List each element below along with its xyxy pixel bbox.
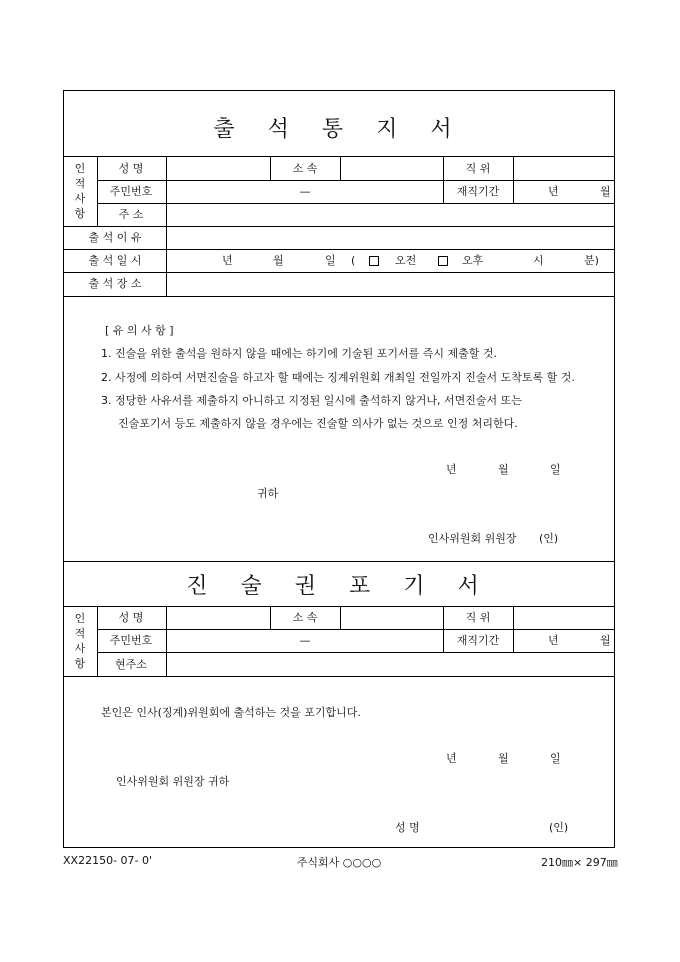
form-code: XX22150- 07- 0' bbox=[63, 854, 153, 867]
divider bbox=[63, 249, 615, 250]
addressee-label: 귀하 bbox=[257, 487, 279, 500]
waiver-tenure-month-label: 월 bbox=[600, 634, 611, 647]
hour-label: 시 bbox=[533, 254, 544, 267]
divider bbox=[63, 676, 615, 677]
reason-label: 출 석 이 유 bbox=[88, 231, 142, 244]
section-divider bbox=[63, 561, 615, 562]
divider bbox=[513, 606, 514, 652]
divider bbox=[443, 606, 444, 652]
divider bbox=[340, 606, 341, 629]
sign-month-label: 월 bbox=[498, 463, 509, 476]
id-number-label: 주민번호 bbox=[109, 185, 153, 198]
position-label: 직 위 bbox=[465, 162, 491, 175]
divider bbox=[97, 180, 615, 181]
waiver-seal-mark: (인) bbox=[549, 821, 569, 834]
waiver-tenure-label: 재직기간 bbox=[456, 634, 500, 647]
divider bbox=[340, 156, 341, 180]
attendance-title: 출 석 통 지 서 bbox=[213, 117, 465, 142]
place-label: 출 석 장 소 bbox=[88, 277, 142, 290]
am-label: 오전 bbox=[395, 254, 417, 267]
waiver-name-label: 성 명 bbox=[118, 611, 144, 624]
notes-heading: [ 유 의 사 항 ] bbox=[105, 324, 174, 337]
id-number-dash: — bbox=[299, 185, 311, 198]
dt-open-paren: ( bbox=[351, 254, 356, 267]
tenure-label: 재직기간 bbox=[456, 185, 500, 198]
name-label: 성 명 bbox=[118, 162, 144, 175]
pm-label: 오후 bbox=[462, 254, 484, 267]
waiver-title: 진 술 권 포 기 서 bbox=[186, 574, 492, 599]
waiver-tenure-year-label: 년 bbox=[548, 634, 559, 647]
note-item: 3. 정당한 사유서를 제출하지 아니하고 지정된 일시에 출석하지 않거나, 서면진술서 또는 bbox=[101, 394, 522, 407]
paper-size: 210㎜× 297㎜ bbox=[541, 856, 618, 869]
seal-mark: (인) bbox=[539, 532, 559, 545]
waiver-personal-info-label: 인적사항 bbox=[74, 612, 86, 670]
am-checkbox[interactable] bbox=[369, 256, 379, 266]
personal-info-label: 인적사항 bbox=[74, 162, 86, 220]
waiver-id-number-dash: — bbox=[299, 634, 311, 647]
divider bbox=[97, 629, 615, 630]
divider bbox=[97, 203, 615, 204]
waiver-sign-year-label: 년 bbox=[446, 752, 457, 765]
tenure-year-label: 년 bbox=[548, 185, 559, 198]
company-name: 주식회사 ○○○○ bbox=[296, 856, 382, 869]
waiver-statement: 본인은 인사(징계)위원회에 출석하는 것을 포기합니다. bbox=[101, 706, 361, 719]
waiver-sign-month-label: 월 bbox=[498, 752, 509, 765]
dt-year-label: 년 bbox=[222, 254, 233, 267]
divider bbox=[513, 156, 514, 203]
divider bbox=[443, 156, 444, 203]
waiver-signer-label: 성 명 bbox=[395, 821, 420, 834]
sign-year-label: 년 bbox=[446, 463, 457, 476]
waiver-sign-day-label: 일 bbox=[550, 752, 561, 765]
divider bbox=[63, 606, 615, 607]
divider bbox=[166, 156, 167, 296]
divider bbox=[97, 606, 98, 676]
waiver-position-label: 직 위 bbox=[465, 611, 491, 624]
dt-day-label: 일 bbox=[325, 254, 336, 267]
divider bbox=[270, 606, 271, 629]
waiver-affiliation-label: 소 속 bbox=[292, 611, 318, 624]
divider bbox=[63, 296, 615, 297]
chairman-label: 인사위원회 위원장 bbox=[428, 532, 517, 545]
datetime-label: 출 석 일 시 bbox=[88, 254, 142, 267]
divider bbox=[97, 652, 615, 653]
waiver-address-label: 현주소 bbox=[115, 658, 147, 671]
divider bbox=[63, 156, 615, 157]
address-label: 주 소 bbox=[118, 208, 144, 221]
minute-label: 분) bbox=[584, 254, 599, 267]
note-item: 진술포기서 등도 제출하지 않을 경우에는 진술할 의사가 없는 것으로 인정 처리한다. bbox=[118, 417, 518, 430]
sign-day-label: 일 bbox=[550, 463, 561, 476]
affiliation-label: 소 속 bbox=[292, 162, 318, 175]
note-item: 1. 진술을 위한 출석을 원하지 않을 때에는 하기에 기술된 포기서를 즉시 제출할 것. bbox=[101, 347, 497, 360]
tenure-month-label: 월 bbox=[600, 185, 611, 198]
note-item: 2. 사정에 의하여 서면진술을 하고자 할 때에는 징계위원회 개최일 전일까지 진술서 도착토록 할 것. bbox=[101, 371, 575, 384]
waiver-id-number-label: 주민번호 bbox=[109, 634, 153, 647]
waiver-addressee-label: 인사위원회 위원장 귀하 bbox=[116, 775, 230, 788]
divider bbox=[97, 156, 98, 226]
divider bbox=[63, 272, 615, 273]
dt-month-label: 월 bbox=[273, 254, 284, 267]
pm-checkbox[interactable] bbox=[438, 256, 448, 266]
divider bbox=[63, 226, 615, 227]
divider bbox=[166, 606, 167, 676]
divider bbox=[270, 156, 271, 180]
